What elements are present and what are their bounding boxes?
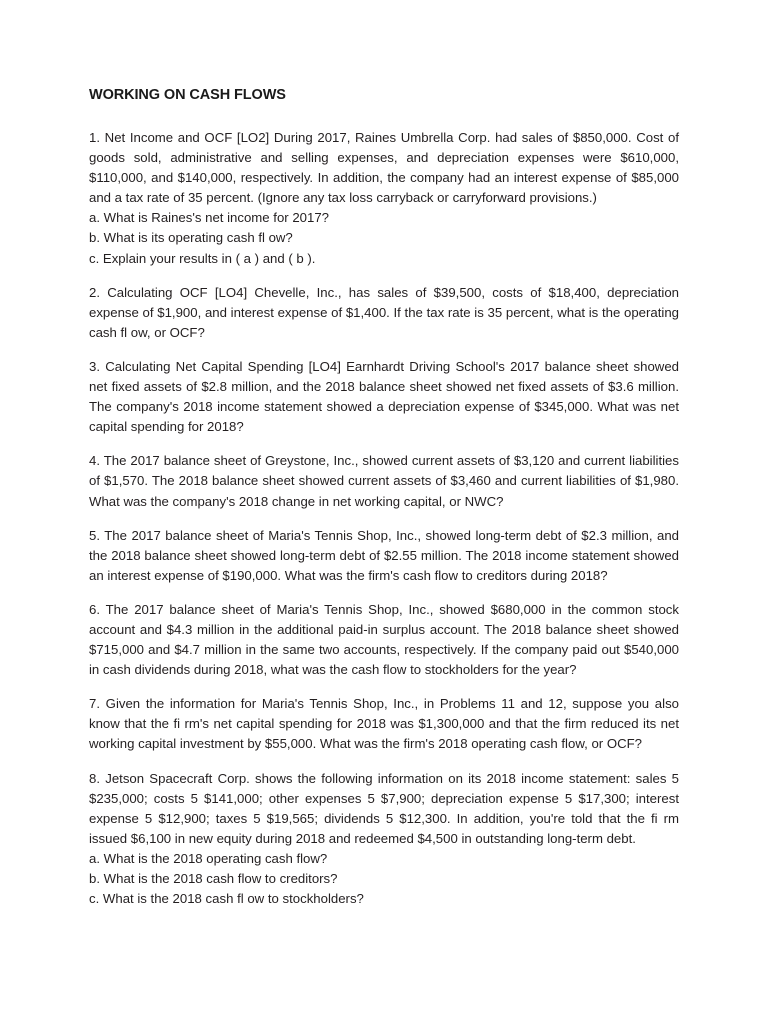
problem-text: 7. Given the information for Maria's Tennis Shop, Inc., in Problems 11 and 12, suppose you also know that the fi rm's net capital spending for 2018 was $1,300,000 and that the firm reduced its net working capital investment by $55,000. What was the firm's 2018 operating cash flow, or OCF? xyxy=(89,696,679,752)
problem-text: 2. Calculating OCF [LO4] Chevelle, Inc., has sales of $39,500, costs of $18,400, depreciation expense of $1,900, and interest expense of $1,400. If the tax rate is 35 percent, what is the operating cash fl ow, or OCF? xyxy=(89,284,679,340)
problem-subitem: a. What is the 2018 operating cash flow? xyxy=(89,850,328,866)
problem-item xyxy=(89,451,679,511)
problem-text: 1. Net Income and OCF [LO2] During 2017, Raines Umbrella Corp. had sales of $850,000. Cost of goods sold, administrative and selling expenses, and depreciation expenses were $610,000, $110,000, and $140,000, respectively. In addition, the company had an interest expense of $85,000 and a tax rate of 35 percent. (Ignore any tax loss carryback or carryforward provisions.) xyxy=(89,130,679,206)
problem-text: 5. The 2017 balance sheet of Maria's Tennis Shop, Inc., showed long-term debt of $2.3 million, and the 2018 balance sheet showed long-term debt of $2.55 million. The 2018 income statement showed an interest expense of $190,000. What was the firm's cash flow to creditors during 2018? xyxy=(89,527,679,583)
problem-subitem: b. What is the 2018 cash flow to creditors? xyxy=(89,871,338,886)
problem-subitem: c. What is the 2018 cash fl ow to stockholders? xyxy=(89,891,364,907)
problem-item xyxy=(89,526,679,586)
problem-subitem-list xyxy=(89,849,679,909)
problem-text: 8. Jetson Spacecraft Corp. shows the following information on its 2018 income statement: sales 5 $235,000; costs 5 $141,000; other expenses 5 $7,900; depreciation expense 5 $17,300; interest expense 5 $12,900; taxes 5 $19,565; dividends 5 $12,300. In addition, you're told that the fi rm issued $6,100 in new equity during 2018 and redeemed $4,500 in outstanding long-term debt. xyxy=(89,770,679,846)
problem-subitem: c. Explain your results in ( a ) and ( b ). xyxy=(89,250,316,266)
problem-subitem-list xyxy=(89,208,679,268)
problem-item xyxy=(89,128,679,269)
problem-subitem: b. What is its operating cash fl ow? xyxy=(89,230,293,246)
problem-item xyxy=(89,769,679,910)
problem-item xyxy=(89,357,679,437)
problem-text: 6. The 2017 balance sheet of Maria's Tennis Shop, Inc., showed $680,000 in the common stock account and $4.3 million in the additional paid-in surplus account. The 2018 balance sheet showed $715,000 and $4.7 million in the same two accounts, respectively. If the company paid out $540,000 in cash dividends during 2018, what was the cash flow to stockholders for the year? xyxy=(89,601,679,678)
problem-item xyxy=(89,694,679,754)
page-title: WORKING ON CASH FLOWS xyxy=(89,87,286,103)
problem-subitem: a. What is Raines's net income for 2017? xyxy=(89,210,330,226)
problem-text: 3. Calculating Net Capital Spending [LO4] Earnhardt Driving School's 2017 balance sheet showed net fixed assets of $2.8 million, and the 2018 balance sheet showed net fixed assets of $3.6 million. The company's 2018 income statement showed a depreciation expense of $345,000. What was net capital spending for 2018? xyxy=(89,358,679,435)
problem-text: 4. The 2017 balance sheet of Greystone, Inc., showed current assets of $3,120 and current liabilities of $1,570. The 2018 balance sheet showed current assets of $3,460 and current liabilities of $1,980. What was the company's 2018 change in net working capital, or NWC? xyxy=(89,453,679,509)
problem-item xyxy=(89,283,679,343)
problem-item xyxy=(89,600,679,680)
document-body xyxy=(89,86,679,909)
